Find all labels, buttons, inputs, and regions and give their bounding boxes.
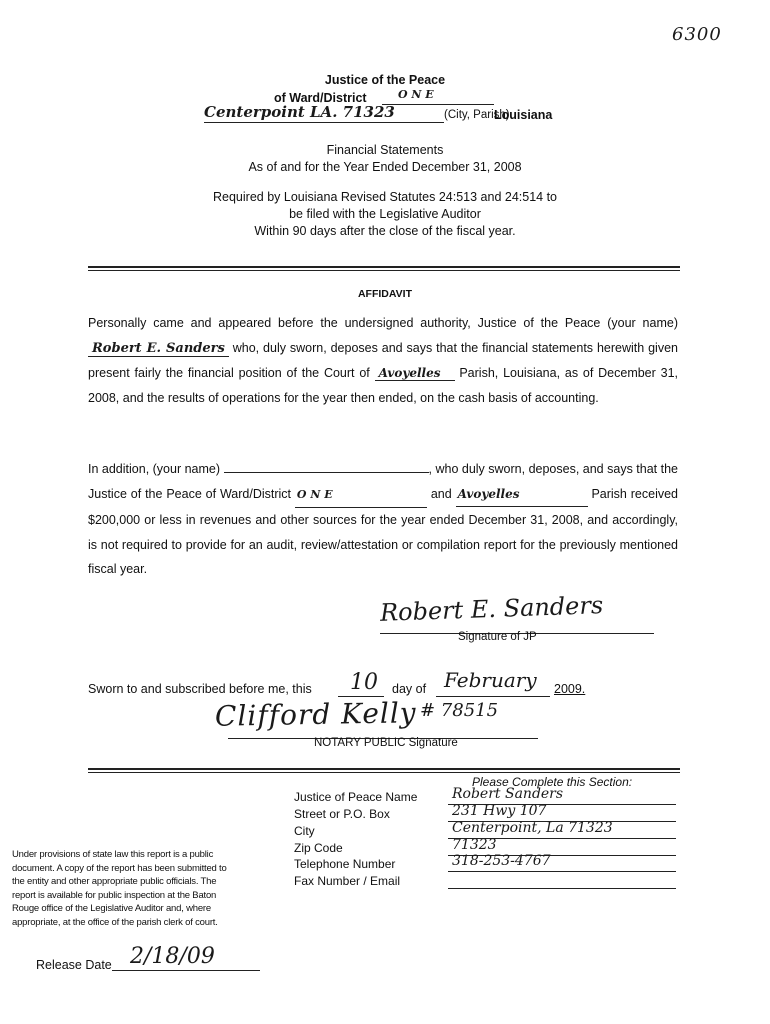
p2-text-c: Parish received $200,000 or less in revenues and other sources for the year ended December 31, 2008, and accordingly, is not required to provide for an audit, review/attestation or compilation report for the previously mentioned fiscal year. bbox=[88, 486, 679, 576]
p1-text-a: Personally came and appeared before the undersigned authority, Justice of the Peace (your name) bbox=[88, 316, 678, 330]
ward-label: of Ward/District bbox=[274, 91, 367, 105]
section-value-2: Centerpoint, La 71323 bbox=[452, 820, 613, 836]
sworn-text: Sworn to and subscribed before me, this bbox=[88, 682, 312, 696]
p1-name-value: Robert E. Sanders bbox=[88, 341, 229, 357]
sworn-day-of: day of bbox=[392, 682, 427, 696]
fin-line2: As of and for the Year Ended December 31, 2008 bbox=[248, 160, 522, 174]
notice-line-4: report is available for public inspection at the Baton bbox=[12, 889, 217, 901]
section-line-4 bbox=[448, 871, 676, 872]
section-value-4: 318-253-4767 bbox=[452, 853, 551, 869]
sworn-month-value: February bbox=[444, 668, 537, 692]
section-label-3: Zip Code bbox=[294, 841, 343, 855]
p1-text-b: who, duly sworn, deposes and says that the financial statements herewith given present fairly the financial position of the Court of bbox=[88, 340, 678, 380]
divider-bottom-2 bbox=[88, 772, 680, 773]
req-line3: Within 90 days after the close of the fiscal year. bbox=[254, 224, 516, 238]
req-line1: Required by Louisiana Revised Statutes 24:513 and 24:514 to bbox=[213, 190, 557, 204]
ward-value: O N E bbox=[398, 88, 434, 101]
p2-name-blank bbox=[224, 460, 429, 473]
divider-bottom bbox=[88, 768, 680, 770]
affidavit-heading: AFFIDAVIT bbox=[357, 288, 413, 300]
public-notice bbox=[12, 848, 282, 929]
p1-text-c: Parish, Louisiana, as of December 31, 2008, and the results of operations for the year then ended, on the cash basis of accounting. bbox=[88, 366, 678, 405]
fin-line1: Financial Statements bbox=[326, 143, 444, 157]
notice-line-5: Rouge office of the Legislative Auditor and, where bbox=[12, 903, 211, 914]
sworn-day-value: 10 bbox=[350, 670, 378, 695]
ward-underline bbox=[382, 104, 494, 105]
notice-line-1: Under provisions of state law this report is a public bbox=[12, 849, 214, 860]
section-value-0: Robert Sanders bbox=[452, 786, 564, 802]
affidavit-paragraph-2 bbox=[88, 457, 678, 582]
section-heading: Please Complete this Section: bbox=[472, 775, 633, 789]
doc-number: 6300 bbox=[672, 24, 722, 45]
release-date-line bbox=[112, 970, 260, 971]
p2-ward-value: O N E bbox=[295, 483, 427, 509]
section-value-1: 231 Hwy 107 bbox=[452, 803, 547, 819]
notice-line-6: appropriate, at the office of the parish clerk of court. bbox=[12, 916, 218, 928]
city-value: Centerpoint LA. 71323 bbox=[204, 103, 395, 121]
p2-parish-value: Avoyelles bbox=[456, 482, 588, 508]
req-line2: be filed with the Legislative Auditor bbox=[289, 207, 481, 221]
notary-signature: Clifford Kelly bbox=[214, 696, 417, 733]
city-underline bbox=[204, 122, 444, 123]
section-label-1: Street or P.O. Box bbox=[294, 807, 390, 821]
notary-number: # 78515 bbox=[420, 700, 499, 721]
section-label-0: Justice of Peace Name bbox=[294, 790, 418, 804]
city-parish-label: (City, Parish) bbox=[444, 109, 510, 121]
section-label-4: Telephone Number bbox=[294, 857, 396, 871]
jp-signature-label: Signature of JP bbox=[458, 631, 537, 643]
section-value-3: 71323 bbox=[452, 837, 497, 853]
divider-top bbox=[88, 266, 680, 268]
release-date-value: 2/18/09 bbox=[130, 944, 215, 969]
section-label-5: Fax Number / Email bbox=[294, 874, 401, 888]
affidavit-paragraph-1 bbox=[88, 311, 678, 410]
section-line-5 bbox=[448, 888, 676, 889]
sworn-year: 2009. bbox=[554, 682, 586, 696]
divider-top-2 bbox=[88, 270, 680, 271]
p1-court-value: Avoyelles bbox=[375, 366, 455, 381]
release-date-label: Release Date bbox=[36, 958, 112, 972]
sworn-month-line bbox=[436, 696, 550, 697]
section-label-2: City bbox=[294, 824, 315, 838]
p2-text-b: , who duly sworn, deposes, and says that the Justice of the Peace of Ward/District bbox=[88, 462, 678, 501]
p2-text-a: In addition, (your name) bbox=[88, 462, 221, 476]
notary-label: NOTARY PUBLIC Signature bbox=[314, 737, 458, 749]
notice-line-3: the entity and other appropriate public officials. The bbox=[12, 876, 217, 887]
p2-and: and bbox=[430, 486, 452, 501]
jp-signature: Robert E. Sanders bbox=[379, 591, 604, 627]
notice-line-2: document. A copy of the report has been submitted to bbox=[12, 862, 227, 874]
header-title: Justice of the Peace bbox=[324, 73, 446, 87]
state-label: Louisiana bbox=[494, 108, 553, 122]
